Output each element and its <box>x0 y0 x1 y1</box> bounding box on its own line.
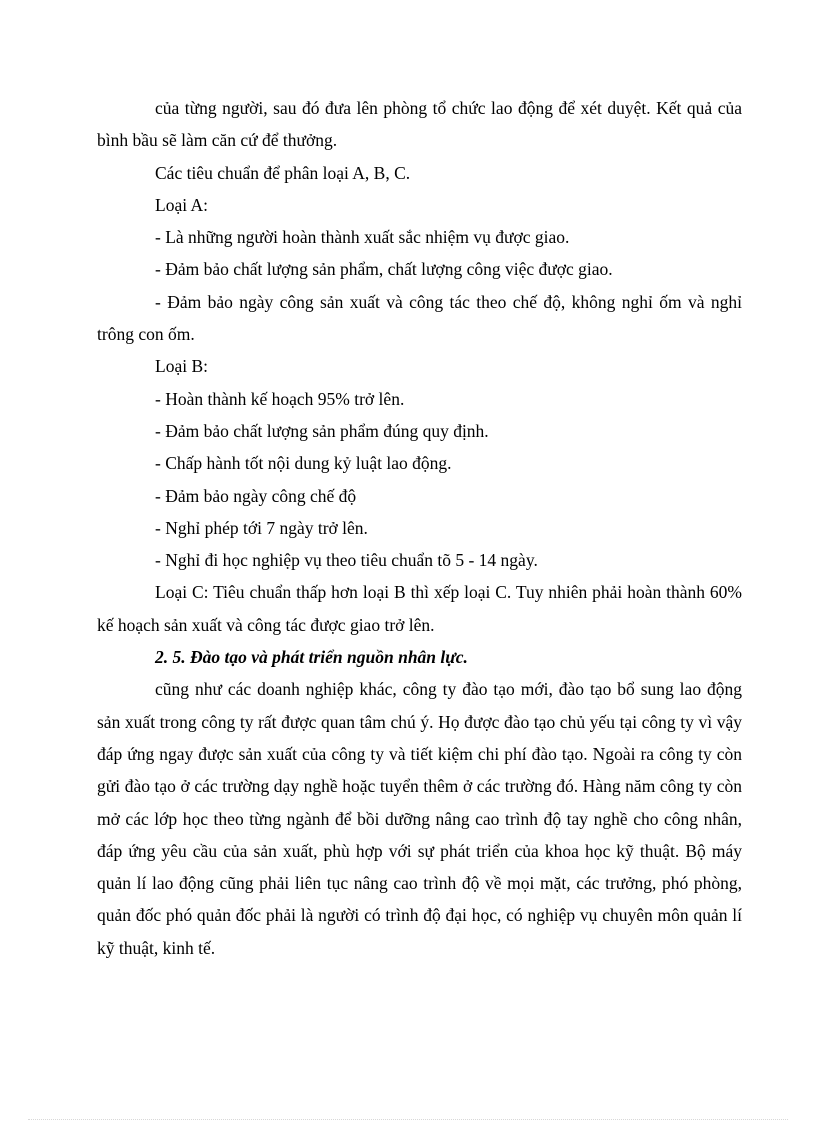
list-item-type-a-2: - Đảm bảo chất lượng sản phẩm, chất lượng công việc được giao. <box>155 259 613 280</box>
list-item-type-b-2: - Đảm bảo chất lượng sản phẩm đúng quy định. <box>155 420 489 441</box>
list-item-type-b-1: - Hoàn thành kế hoạch 95% trở lên. <box>155 388 405 409</box>
list-item-type-b-4: - Đảm bảo ngày công chế độ <box>155 485 357 506</box>
page-bottom-divider <box>28 1119 788 1120</box>
paragraph-type-c: Loại C: Tiêu chuẩn thấp hơn loại B thì xếp loại C. Tuy nhiên phải hoàn thành 60% kế hoạch sản xuất và công tác được giao trở lên. <box>97 582 742 635</box>
list-item-type-b-3: - Chấp hành tốt nội dung kỷ luật lao động. <box>155 453 452 474</box>
paragraph-continuation: của từng người, sau đó đưa lên phòng tổ chức lao động để xét duyệt. Kết quả của bình bầu sẽ làm căn cứ để thưởng. <box>97 98 742 151</box>
document-body <box>97 92 742 964</box>
paragraph-type-b-label: Loại B: <box>155 356 208 377</box>
list-item-type-b-6: - Nghỉ đi học nghiệp vụ theo tiêu chuẩn tõ 5 - 14 ngày. <box>155 550 538 571</box>
list-item-type-a-1: - Là những người hoàn thành xuất sắc nhiệm vụ được giao. <box>155 227 570 248</box>
paragraph-type-a-label: Loại A: <box>155 194 208 215</box>
paragraph-classification-intro: Các tiêu chuẩn để phân loại A, B, C. <box>155 162 411 183</box>
list-item-type-b-5: - Nghỉ phép tới 7 ngày trở lên. <box>155 517 368 538</box>
section-heading: 2. 5. Đào tạo và phát triển nguồn nhân lực. <box>155 647 468 668</box>
paragraph-training: cũng như các doanh nghiệp khác, công ty đào tạo mới, đào tạo bổ sung lao động sản xuất trong công ty rất được quan tâm chú ý. Họ được đào tạo chủ yếu tại công ty vì vậy đáp ứng ngay được sản xuất của công ty và tiết kiệm chi phí đào tạo. Ngoài ra công ty còn gửi đào tạo ở các trường dạy nghề hoặc tuyển thêm ở các trường đó. Hàng năm công ty còn mở các lớp học theo từng ngành để bồi dưỡng nâng cao trình độ tay nghề cho công nhân, đáp ứng yêu cầu của sản xuất, phù hợp với sự phát triển của khoa học kỹ thuật. Bộ máy quản lí lao động cũng phải liên tục nâng cao trình độ về mọi mặt, các trưởng, phó phòng, quản đốc phó quản đốc phải là người có trình độ đại học, có nghiệp vụ chuyên môn quản lí kỹ thuật, kinh tế. <box>97 679 742 958</box>
list-item-type-a-3: - Đảm bảo ngày công sản xuất và công tác theo chế độ, không nghỉ ốm và nghỉ trông con ốm. <box>97 291 742 345</box>
